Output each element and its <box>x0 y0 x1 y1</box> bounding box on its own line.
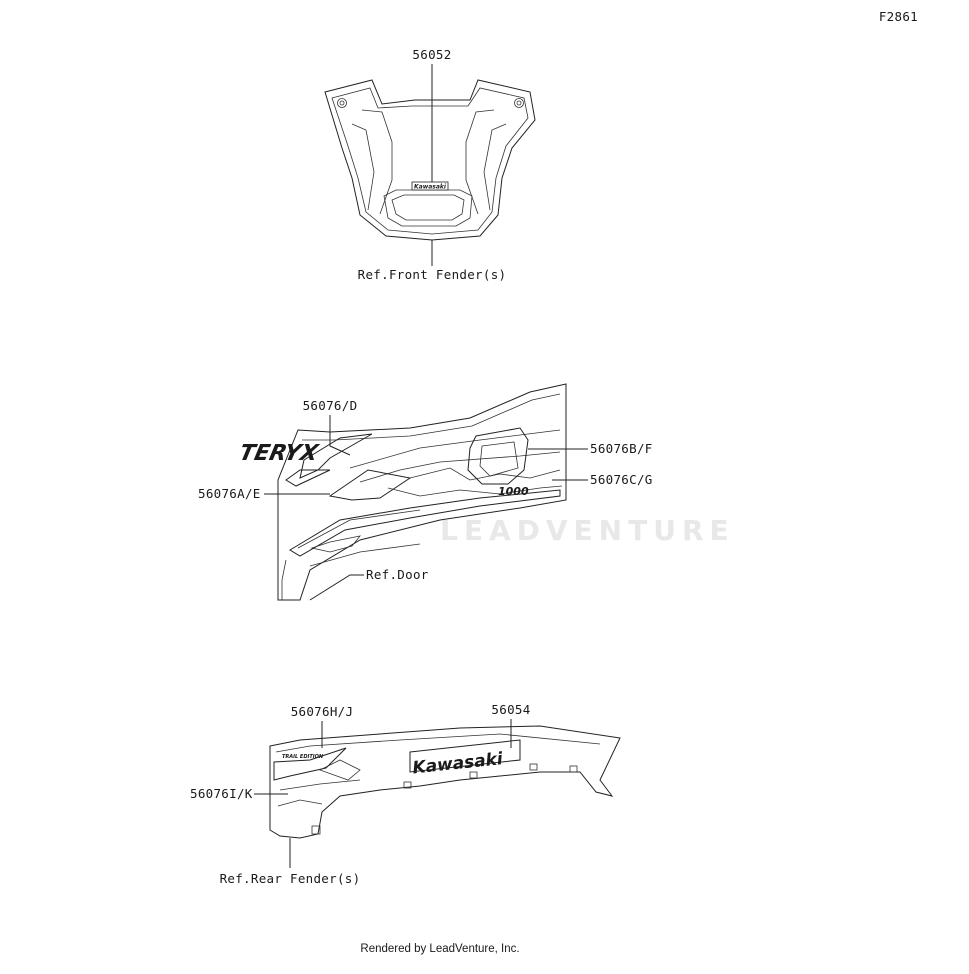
callout-56076-d: 56076/D <box>302 398 358 413</box>
diagram-code: F2861 <box>878 9 918 24</box>
callout-56076-hj: 56076H/J <box>290 704 354 719</box>
ref-door: Ref.Door <box>366 567 429 582</box>
leader-ref-door <box>310 575 364 600</box>
watermark: LEADVENTURE <box>440 514 735 547</box>
front-fender-panel <box>325 80 535 240</box>
door-decal-text: TERYX <box>236 440 321 466</box>
callout-56052: 56052 <box>412 47 452 62</box>
callout-56076-ae: 56076A/E <box>198 486 261 501</box>
rear-decal-text: Kawasaki <box>411 749 504 779</box>
callout-56054: 56054 <box>491 702 531 717</box>
front-decal-text: Kawasaki <box>414 183 446 191</box>
leader-56076-d <box>330 415 350 455</box>
footer-credit: Rendered by LeadVenture, Inc. <box>360 943 520 955</box>
door-badge-text: 1000 <box>498 485 529 498</box>
callout-56076-cg: 56076C/G <box>590 472 653 487</box>
callout-56076-bf: 56076B/F <box>590 441 653 456</box>
ref-rear-fender: Ref.Rear Fender(s) <box>219 871 361 886</box>
rear-small-text: TRAIL EDITION <box>282 754 324 760</box>
ref-front-fender: Ref.Front Fender(s) <box>357 267 507 282</box>
callout-56076-ik: 56076I/K <box>190 786 253 801</box>
